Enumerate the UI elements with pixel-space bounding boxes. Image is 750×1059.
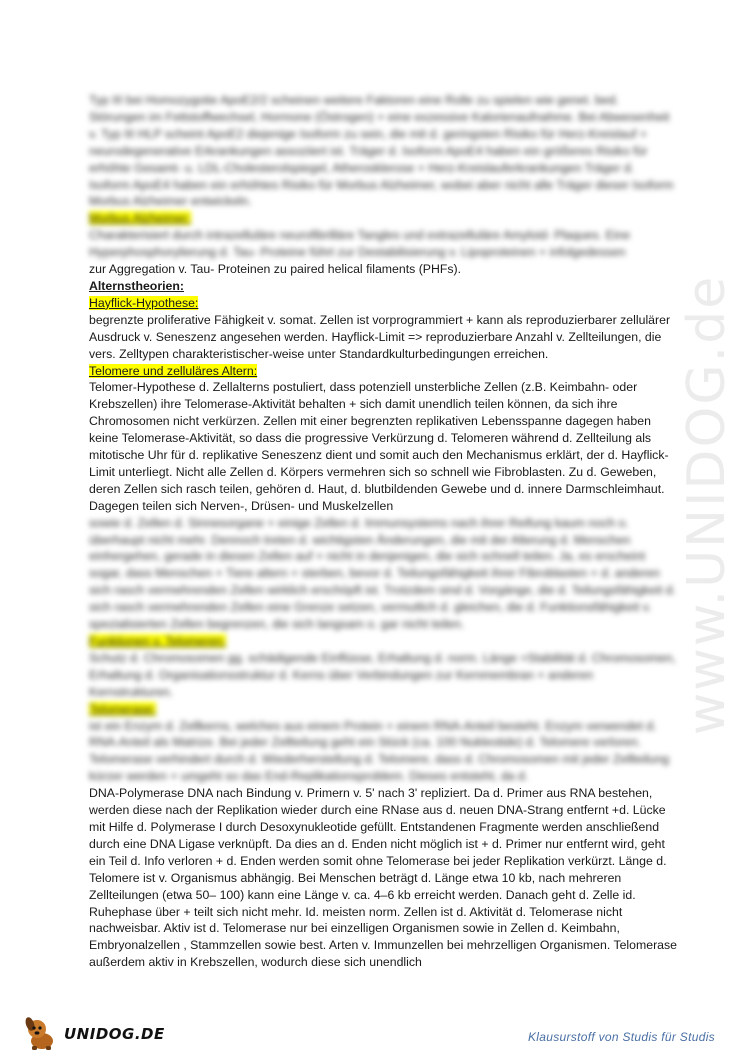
heading-telomere: Telomere und zelluläres Altern: <box>89 363 258 378</box>
heading-alternstheorien: Alternstheorien: <box>89 278 184 293</box>
blurred-paragraph-zellen: sowie d. Zellen d. Sinnesorgane + einige Zellen d. Immunsystems nach ihrer Reifung kaum noch o. überhaupt nicht mehr. Dennoch treten d. wichtigsten Änderungen, die mit der Alterung d. Menschen einhergehen, gerade in diesen Zellen auf + nicht in denjenigen, die sich schnell teilen. Ja, es erscheint sogar, dass Menschen + Tiere altern + sterben, bevor d. Teilungsfähigkeit ihrer Fibroblasten + d. anderen sich rasch vermehrenden Zellen wirklich erschöpft ist. Trotzdem sind d. Vorgänge, die d. Teilungsfähigkeit d. sich rasch vermehrenden Zellen eine Grenze setzen, vermutlich d. gleichen, die d. Funktionsfähigkeit v. spezialisierten Zellen begrenzen, die sich langsam o. gar nicht teilen. <box>89 515 676 632</box>
blurred-heading-funktionen: Funktionen v. Telomeren: <box>89 634 226 648</box>
heading-hayflick: Hayflick-Hypothese: <box>89 295 199 310</box>
blurred-paragraph-apoe: Typ III bei Homozygotie ApoE2/2 scheinen weitere Faktoren eine Rolle zu spielen wie genet. bed. Störungen im Fettstoffwechsel, Hormone (Östrogen) + eine exzessive Kalorienaufnahme. Bei Abwesenheit v. Typ III HLP scheint ApoE2 diejenige Isoform zu sein, die mit d. geringsten Risiko für Herz-Kreislauf + neurodegenerative Erkrankungen assoziiert ist. Träger d. Isoform ApoE4 haben ein größeres Risiko für erhöhte Gesamt- u. LDL-Cholesterolspiegel, Atherosklerose + Herz-Kreislauferkrankungen Träger d. Isoform ApoE4 haben ein erhöhtes Risiko für Morbus Alzheimer, wobei aber nicht alle Träger dieser Isoform Morbus Alzheimer entwickeln. <box>89 93 674 209</box>
footer-logo <box>22 1015 165 1051</box>
blurred-paragraph-telomerase: ist ein Enzym d. Zellkerns, welches aus einem Protein + einem RNA-Anteil besteht. Enzym verwendet d. RNA-Anteil als Matrize. Bei jeder Zellteilung geht ein Stück (ca. 100 Nukleotide) d. Telomere verloren. Telomerase verhindert durch d. Wiederherstellung d. Telomere, dass d. Chromosomen mit jeder Zellteilung kürzer werden + umgeht so das End-Replikationsproblem. Dieses entsteht, da d. <box>89 718 670 784</box>
footer-tagline: Klausurstoff von Studis für Studis <box>528 1030 715 1044</box>
blurred-heading-alzheimer: Morbus Alzheimer: <box>89 211 191 226</box>
watermark <box>672 270 742 740</box>
document-body <box>89 92 677 971</box>
paragraph-phfs: zur Aggregation v. Tau- Proteinen zu paired helical filaments (PHFs). <box>89 262 462 277</box>
blurred-paragraph-funktionen: Schutz d. Chromosomen gg. schädigende Einflüsse, Erhaltung d. norm. Länge =Stabilität d. Chromosomen, Erhaltung d. Organisationsstruktur d. Kerns über Verbindungen zur Kernmembran + anderen Kernstrukturen. <box>89 650 676 699</box>
logo-text: UNIDOG.DE <box>64 1025 165 1043</box>
paragraph-hayflick: begrenzte proliferative Fähigkeit v. somat. Zellen ist vorprogrammiert + kann als reproduzierbarer zellulärer Ausdruck v. Seneszenz angesehen werden. Hayflick-Limit => reproduzierbare Anzahl v. Zellteilungen, die vers. Zelltypen charakteristischer-weise unter Standardkulturbedingungen erreichen. <box>89 312 671 361</box>
watermark-text: www.UNIDOG.de <box>677 274 737 736</box>
dog-icon <box>22 1015 62 1051</box>
blurred-heading-telomerase: Telomerase: <box>89 701 156 716</box>
paragraph-replikation: DNA-Polymerase DNA nach Bindung v. Primern v. 5' nach 3' repliziert. Da d. Primer aus RNA bestehen, werden diese nach der Replikation wieder durch eine RNase aus d. neuen DNA-Strang entfernt +d. Lücke mit Hilfe d. Polymerase I durch Desoxynukleotide gefüllt. Entstandenen Fragmente werden anschließend durch eine DNA Ligase verknüpft. Da dies an d. Enden nicht möglich ist + d. Primer nur entfernt wird, geht ein Teil d. Info verloren + d. Enden werden somit ohne Telomerase bei jeder Replikation verkürzt. Länge d. Telomere ist v. Organismus abhängig. Bei Menschen beträgt d. Länge etwa 10 kb, nach mehreren Zellteilungen (etwa 50– 100) kann eine Länge v. ca. 4–6 kb erreicht werden. Danach geht d. Zelle id. Ruhephase über + teilt sich nicht mehr. Id. meisten norm. Zellen ist d. Aktivität d. Telomerase nicht nachweisbar. Aktiv ist d. Telomerase nur bei einzelligen Organismen sowie in Zellen d. Keimbahn, Embryonalzellen , Stammzellen sowie best. Arten v. Immunzellen bei mehrzelligen Organismen. Telomerase außerdem aktiv in Krebszellen, wodurch diese sich unendlich <box>89 786 678 970</box>
blurred-paragraph-alzheimer: Charakterisiert durch intrazelluläre neurofibrilläre Tangles und extrazelluläre Amyloid- Plaques. Eine Hyperphosphorylierung d. Tau- Proteine führt zur Destabilisierung v. Lipoproteinen + infolgedessen <box>89 228 631 260</box>
paragraph-telomere: Telomer-Hypothese d. Zellalterns postuliert, dass potenziell unsterbliche Zellen (z.B. Keimbahn- oder Krebszellen) ihre Telomerase-Aktivität behalten + sich damit unendlich teilen können, da sich ihre Chromosomen nicht verkürzen. Zellen mit einer begrenzten replikativen Lebensspanne dagegen haben keine Telomerase-Aktivität, so dass die progressive Verkürzung d. Telomeren während d. Zellteilung als mitotische Uhr für d. replikative Seneszenz dient und somit auch den Mechanismus erklärt, der d. Hayflick-Limit unterliegt. Nicht alle Zellen d. Körpers vermehren sich so schnell wie Fibroblasten. Zu d. Geweben, deren Zellen sich rasch teilen, gehören d. Haut, d. blutbildenden Gewebe und d. innere Darmschleimhaut. Dagegen teilen sich Nerven-, Drüsen- und Muskelzellen <box>89 380 669 513</box>
